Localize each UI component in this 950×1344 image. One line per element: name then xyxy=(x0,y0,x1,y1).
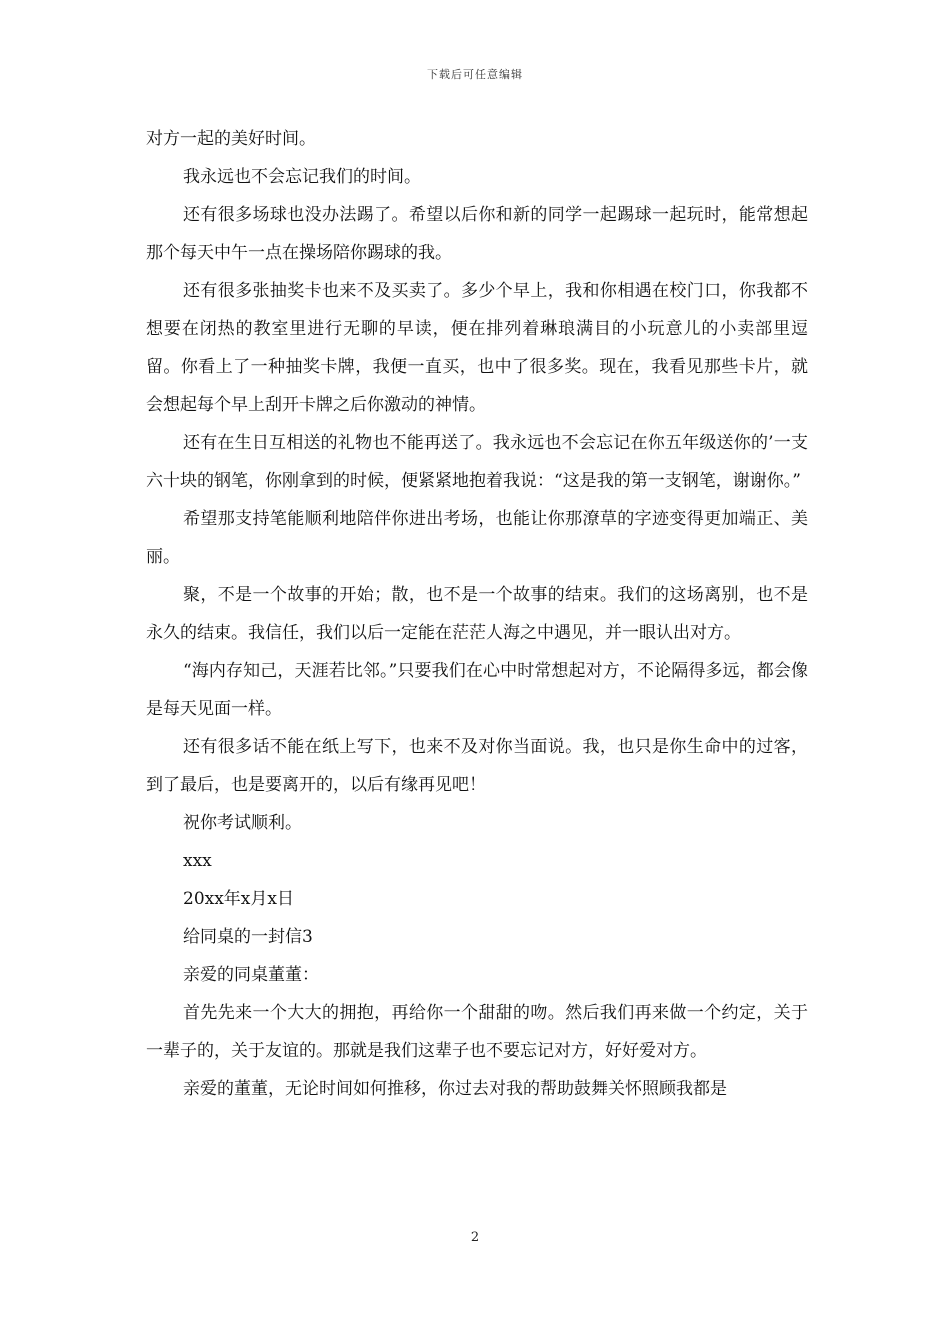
paragraph: 首先先来一个大大的拥抱，再给你一个甜甜的吻。然后我们再来做一个约定，关于一辈子的，关于友谊的。那就是我们这辈子也不要忘记对方，好好爱对方。 xyxy=(146,1003,808,1061)
paragraph: 亲爱的董董，无论时间如何推移，你过去对我的帮助鼓舞关怀照顾我都是 xyxy=(183,1079,727,1099)
page-number: 2 xyxy=(470,1230,480,1245)
paragraph: 还有很多话不能在纸上写下，也来不及对你当面说。我，也只是你生命中的过客，到了最后，也是要离开的，以后有缘再见吧！ xyxy=(146,737,808,795)
salutation: 亲爱的同桌董董： xyxy=(183,965,319,985)
signature: xxx xyxy=(183,851,212,871)
page-header: 下载后可任意编辑 xyxy=(427,68,523,81)
paragraph: 聚，不是一个故事的开始；散，也不是一个故事的结束。我们的这场离别，也不是永久的结束。我信任，我们以后一定能在茫茫人海之中遇见，并一眼认出对方。 xyxy=(146,585,808,643)
paragraph: 还有在生日互相送的礼物也不能再送了。我永远也不会忘记在你五年级送你的’一支六十块的钢笔，你刚拿到的时候，便紧紧地抱着我说：“这是我的第一支钢笔，谢谢你。” xyxy=(146,433,808,491)
paragraph: “海内存知己，天涯若比邻。”只要我们在心中时常想起对方，不论隔得多远，都会像是每天见面一样。 xyxy=(146,661,808,719)
paragraph: 对方一起的美好时间。 xyxy=(146,129,316,149)
paragraph: 还有很多场球也没办法踢了。希望以后你和新的同学一起踢球一起玩时，能常想起那个每天中午一点在操场陪你踢球的我。 xyxy=(146,205,808,263)
closing-line: 祝你考试顺利。 xyxy=(183,813,302,833)
date-line: 20xx年x月x日 xyxy=(183,889,294,909)
letter-title: 给同桌的一封信3 xyxy=(183,927,313,947)
paragraph: 我永远也不会忘记我们的时间。 xyxy=(183,167,421,187)
paragraph: 还有很多张抽奖卡也来不及买卖了。多少个早上，我和你相遇在校门口，你我都不想要在闭热的教室里进行无聊的早读，便在排列着琳琅满目的小玩意儿的小卖部里逗留。你看上了一种抽奖卡牌，我便一直买，也中了很多奖。现在，我看见那些卡片，就会想起每个早上刮开卡牌之后你激动的神情。 xyxy=(146,281,808,415)
document-body xyxy=(146,120,808,1108)
paragraph: 希望那支持笔能顺利地陪伴你进出考场，也能让你那潦草的字迹变得更加端正、美丽。 xyxy=(146,509,808,567)
